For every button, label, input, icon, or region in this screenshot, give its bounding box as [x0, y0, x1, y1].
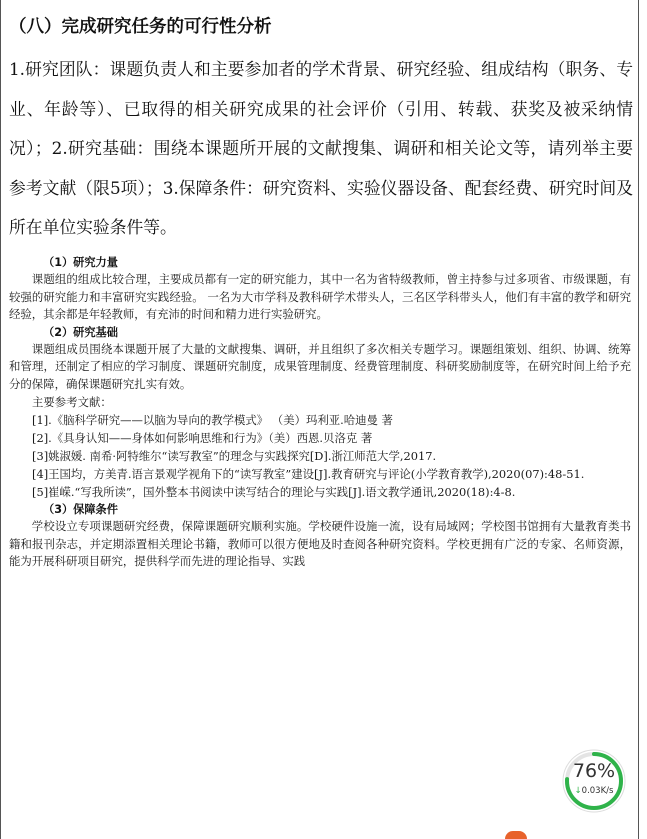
support-paragraph: 学校设立专项课题研究经费，保障课题研究顺利实施。学校硬件设施一流，设有局域网；学校图书馆拥有大量教育类书籍和报刊杂志，并定期添置相关理论书籍，教师可以很方便地及时查阅各种研究资料。学校更拥有广泛的专家、名师资源，能为开展科研项目研究，提供科学而先进的理论指导、实践 — [9, 519, 631, 569]
reference-item: [5]崔嵘.“写我所读”，国外整本书阅读中读写结合的理论与实践[J].语文教学通讯,2020(18):4-8. — [32, 485, 516, 500]
speed-rate-row — [561, 786, 627, 796]
references-title: 主要参考文献： — [32, 394, 112, 409]
reference-item: [2].《具身认知——身体如何影响思维和行为》（美）西恩.贝洛克 著 — [32, 431, 373, 446]
reference-item: [4]王国均，方美青.语言景观学视角下的“读写教室”建设[J].教育研究与评论(小学教育教学),2020(07):48-51. — [32, 467, 585, 482]
corner-tab — [505, 831, 527, 839]
reference-item: [1].《脑科学研究——以脑为导向的教学模式》 （美）玛利亚.哈迪曼 著 — [32, 413, 393, 428]
support-heading: （3）保障条件 — [43, 503, 118, 517]
network-speed-widget[interactable] — [561, 748, 627, 814]
answer-body — [9, 254, 631, 571]
download-arrow-icon: ↓ — [574, 786, 582, 796]
foundation-heading: （2）研究基础 — [43, 325, 118, 339]
form-prompt-text: 1.研究团队：课题负责人和主要参加者的学术背景、研究经验、组成结构（职务、专业、年龄等）、已取得的相关研究成果的社会评价（引用、转载、获奖及被采纳情况）；2.研究基础：围绕本课题所开展的文献搜集、调研和相关论文等，请列举主要参考文献（限5项）；3.保障条件：研究资料、实验仪器设备、配套经费、研究时间及所在单位实验条件等。 — [9, 59, 633, 238]
section-heading: （八）完成研究任务的可行性分析 — [9, 17, 272, 37]
foundation-paragraph: 课题组成员围绕本课题开展了大量的文献搜集、调研，并且组织了多次相关专题学习。课题组策划、组织、协调、统筹和管理，还制定了相应的学习制度、课题研究制度，成果管理制度、经费管理制度、科研奖励制度等，在研究时间上给予充分的保障，确保课题研究扎实有效。 — [9, 341, 631, 391]
team-paragraph: 课题组的组成比较合理，主要成员都有一定的研究能力，其中一名为省特级教师，曾主持参与过多项省、市级课题，有较强的研究能力和丰富研究实践经验。 一名为大市学科及教科研学术带头人，三名区学科带头人，他们有丰富的教学和研究经验，其余都是年轻教师，有充沛的时间和精力进行实验研究。 — [9, 272, 631, 322]
reference-item: [3]姚淑媛. 南希·阿特维尔“读写教室”的理念与实践探究[D].浙江师范大学,2017. — [32, 449, 437, 464]
speed-rate: 0.03K/s — [581, 786, 614, 796]
team-heading: （1）研究力量 — [43, 256, 118, 269]
speed-percent: 76% — [572, 760, 616, 782]
